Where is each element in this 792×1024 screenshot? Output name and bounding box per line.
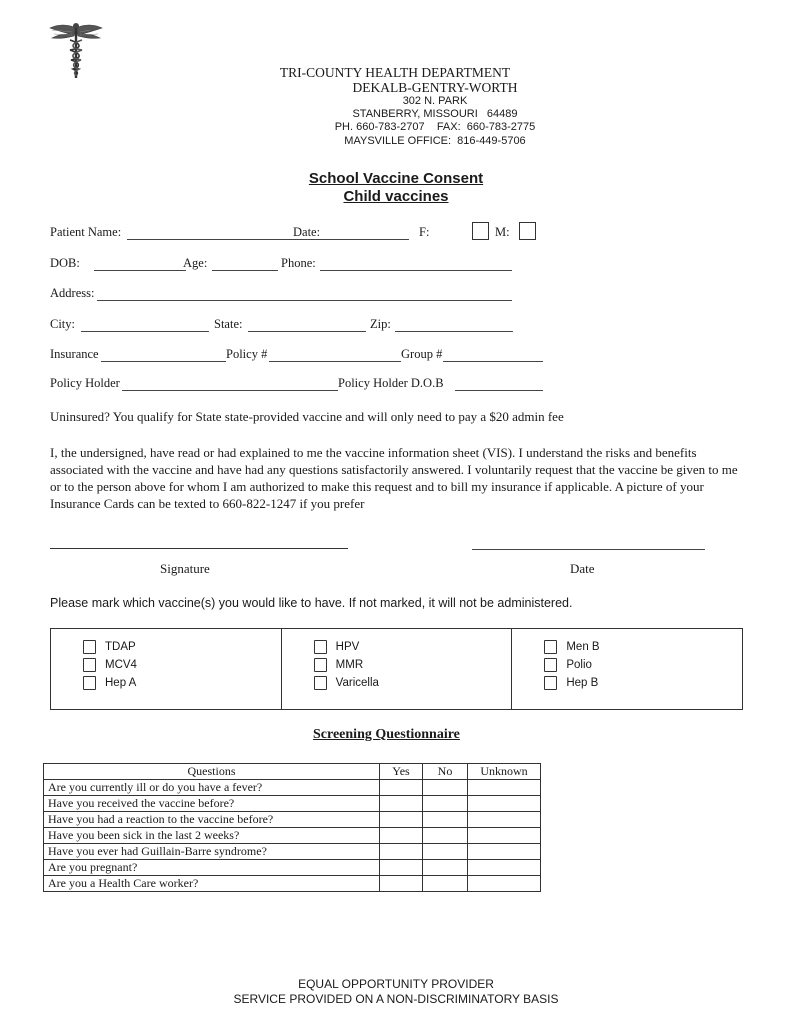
form-title: School Vaccine Consent (308, 170, 484, 187)
state-label: State: (214, 317, 243, 331)
checkbox-icon[interactable] (83, 658, 96, 672)
uninsured-note: Uninsured? You qualify for State state-provided vaccine and will only need to pay a $20 admin fee (50, 409, 564, 424)
signature-date-label: Date (570, 561, 595, 576)
vaccine-option-hpv[interactable] (314, 639, 360, 655)
answer-unknown-cell[interactable] (468, 780, 541, 796)
column-header-unknown: Unknown (468, 764, 541, 780)
vaccine-selection-box (50, 628, 743, 710)
policy-field[interactable] (269, 361, 401, 362)
question-text: Are you a Health Care worker? (44, 876, 380, 892)
question-text: Are you currently ill or do you have a fever? (44, 780, 380, 796)
male-label: M: (495, 225, 510, 239)
answer-yes-cell[interactable] (380, 796, 423, 812)
answer-unknown-cell[interactable] (468, 860, 541, 876)
phone-field[interactable] (320, 270, 512, 271)
signature-date-field[interactable] (472, 549, 705, 550)
address-label: Address: (50, 286, 95, 300)
checkbox-icon[interactable] (314, 658, 327, 672)
checkbox-icon[interactable] (83, 640, 96, 654)
policy-holder-dob-field[interactable] (455, 390, 543, 391)
state-field[interactable] (248, 331, 366, 332)
group-label: Group # (401, 347, 443, 361)
date-label: Date: (293, 225, 321, 239)
checkbox-icon[interactable] (544, 658, 557, 672)
county-names: DEKALB-GENTRY-WORTH (352, 80, 518, 95)
table-row (44, 796, 541, 812)
male-checkbox[interactable] (519, 222, 536, 240)
maysville-office: MAYSVILLE OFFICE: 816-449-5706 (344, 135, 526, 147)
signature-label: Signature (160, 561, 210, 576)
checkbox-icon[interactable] (314, 676, 327, 690)
column-header-yes: Yes (380, 764, 423, 780)
question-text: Have you had a reaction to the vaccine before? (44, 812, 380, 828)
vaccine-label: TDAP (105, 641, 136, 653)
answer-yes-cell[interactable] (380, 780, 423, 796)
question-text: Are you pregnant? (44, 860, 380, 876)
table-row (44, 876, 541, 892)
answer-unknown-cell[interactable] (468, 876, 541, 892)
vaccine-column-2 (282, 629, 513, 709)
answer-no-cell[interactable] (423, 780, 468, 796)
signature-field[interactable] (50, 548, 348, 549)
answer-no-cell[interactable] (423, 860, 468, 876)
form-subtitle: Child vaccines (343, 188, 449, 205)
vaccine-label: HPV (335, 641, 360, 653)
zip-field[interactable] (395, 331, 513, 332)
vaccine-label: Men B (566, 641, 600, 653)
insurance-field[interactable] (101, 361, 226, 362)
checkbox-icon[interactable] (544, 640, 557, 654)
vaccine-label: Hep A (105, 677, 137, 689)
question-text: Have you ever had Guillain-Barre syndrome? (44, 844, 380, 860)
address-row (50, 286, 750, 302)
city-row (50, 317, 750, 333)
table-row (44, 780, 541, 796)
answer-unknown-cell[interactable] (468, 812, 541, 828)
insurance-row (50, 347, 750, 363)
city-state-zip: STANBERRY, MISSOURI 64489 (352, 108, 518, 120)
column-header-questions: Questions (44, 764, 380, 780)
table-row (44, 844, 541, 860)
vaccine-option-polio[interactable] (544, 657, 592, 673)
footer-equal-opportunity: EQUAL OPPORTUNITY PROVIDER (298, 977, 494, 991)
street-address: 302 N. PARK (402, 95, 468, 107)
group-field[interactable] (443, 361, 543, 362)
answer-no-cell[interactable] (423, 796, 468, 812)
city-field[interactable] (81, 331, 209, 332)
vaccine-label: Hep B (566, 677, 599, 689)
answer-no-cell[interactable] (423, 812, 468, 828)
vaccine-option-tdap[interactable] (83, 639, 136, 655)
address-field[interactable] (97, 300, 512, 301)
table-header-row (44, 764, 541, 780)
answer-no-cell[interactable] (423, 844, 468, 860)
screening-table (43, 763, 541, 892)
question-text: Have you been sick in the last 2 weeks? (44, 828, 380, 844)
age-field[interactable] (212, 270, 278, 271)
vaccine-column-1 (51, 629, 282, 709)
table-row (44, 828, 541, 844)
dob-label: DOB: (50, 256, 80, 270)
vaccine-option-hep-b[interactable] (544, 675, 598, 691)
vaccine-option-mcv4[interactable] (83, 657, 137, 673)
vaccine-option-men-b[interactable] (544, 639, 599, 655)
dob-row (50, 256, 750, 272)
vaccine-label: MMR (335, 659, 364, 671)
organization-name: TRI-COUNTY HEALTH DEPARTMENT (279, 65, 511, 80)
vaccine-column-3 (512, 629, 742, 709)
consent-paragraph: I, the undersigned, have read or had explained to me the vaccine information sheet (VIS). I understand the risks and benefits associated with the vaccine and have had any questions satisfactorily answered. I voluntarily request that the vaccine be given to me or to the person above for whom I am authorized to make this request and to bill my insurance if applicable. A picture of your Insurance Cards can be texted to 660-822-1247 if you prefer (50, 445, 738, 511)
answer-unknown-cell[interactable] (468, 828, 541, 844)
answer-unknown-cell[interactable] (468, 796, 541, 812)
vaccine-label: Polio (566, 659, 592, 671)
checkbox-icon[interactable] (314, 640, 327, 654)
female-checkbox[interactable] (472, 222, 489, 240)
vaccine-label: MCV4 (105, 659, 137, 671)
answer-unknown-cell[interactable] (468, 844, 541, 860)
answer-yes-cell[interactable] (380, 876, 423, 892)
zip-label: Zip: (370, 317, 391, 331)
phone-label: Phone: (281, 256, 316, 270)
age-label: Age: (183, 256, 208, 270)
vaccine-option-mmr[interactable] (314, 657, 363, 673)
answer-yes-cell[interactable] (380, 812, 423, 828)
question-text: Have you received the vaccine before? (44, 796, 380, 812)
checkbox-icon[interactable] (83, 676, 96, 690)
policy-label: Policy # (226, 347, 268, 361)
answer-yes-cell[interactable] (380, 828, 423, 844)
answer-no-cell[interactable] (423, 828, 468, 844)
policy-holder-label: Policy Holder (50, 376, 120, 390)
policy-holder-field[interactable] (122, 390, 338, 391)
table-row (44, 860, 541, 876)
patient-name-label: Patient Name: (50, 225, 122, 239)
city-label: City: (50, 317, 76, 331)
phone-fax: PH. 660-783-2707 FAX: 660-783-2775 (334, 121, 536, 133)
answer-yes-cell[interactable] (380, 844, 423, 860)
checkbox-icon[interactable] (544, 676, 557, 690)
date-field[interactable] (323, 239, 409, 240)
vaccine-option-varicella[interactable] (314, 675, 379, 691)
footer-non-discriminatory: SERVICE PROVIDED ON A NON-DISCRIMINATORY BASIS (233, 992, 559, 1006)
vaccine-option-hep-a[interactable] (83, 675, 136, 691)
vaccine-label: Varicella (335, 677, 379, 689)
answer-no-cell[interactable] (423, 876, 468, 892)
caduceus-icon (48, 20, 104, 80)
policy-holder-row (50, 376, 750, 392)
answer-yes-cell[interactable] (380, 860, 423, 876)
column-header-no: No (423, 764, 468, 780)
insurance-label: Insurance (50, 347, 99, 361)
table-row (44, 812, 541, 828)
patient-name-row (50, 225, 750, 241)
dob-field[interactable] (94, 270, 186, 271)
screening-title: Screening Questionnaire (313, 727, 460, 742)
policy-holder-dob-label: Policy Holder D.O.B (338, 376, 444, 390)
female-label: F: (419, 225, 430, 239)
vaccine-instructions: Please mark which vaccine(s) you would like to have. If not marked, it will not be administered. (50, 596, 573, 610)
